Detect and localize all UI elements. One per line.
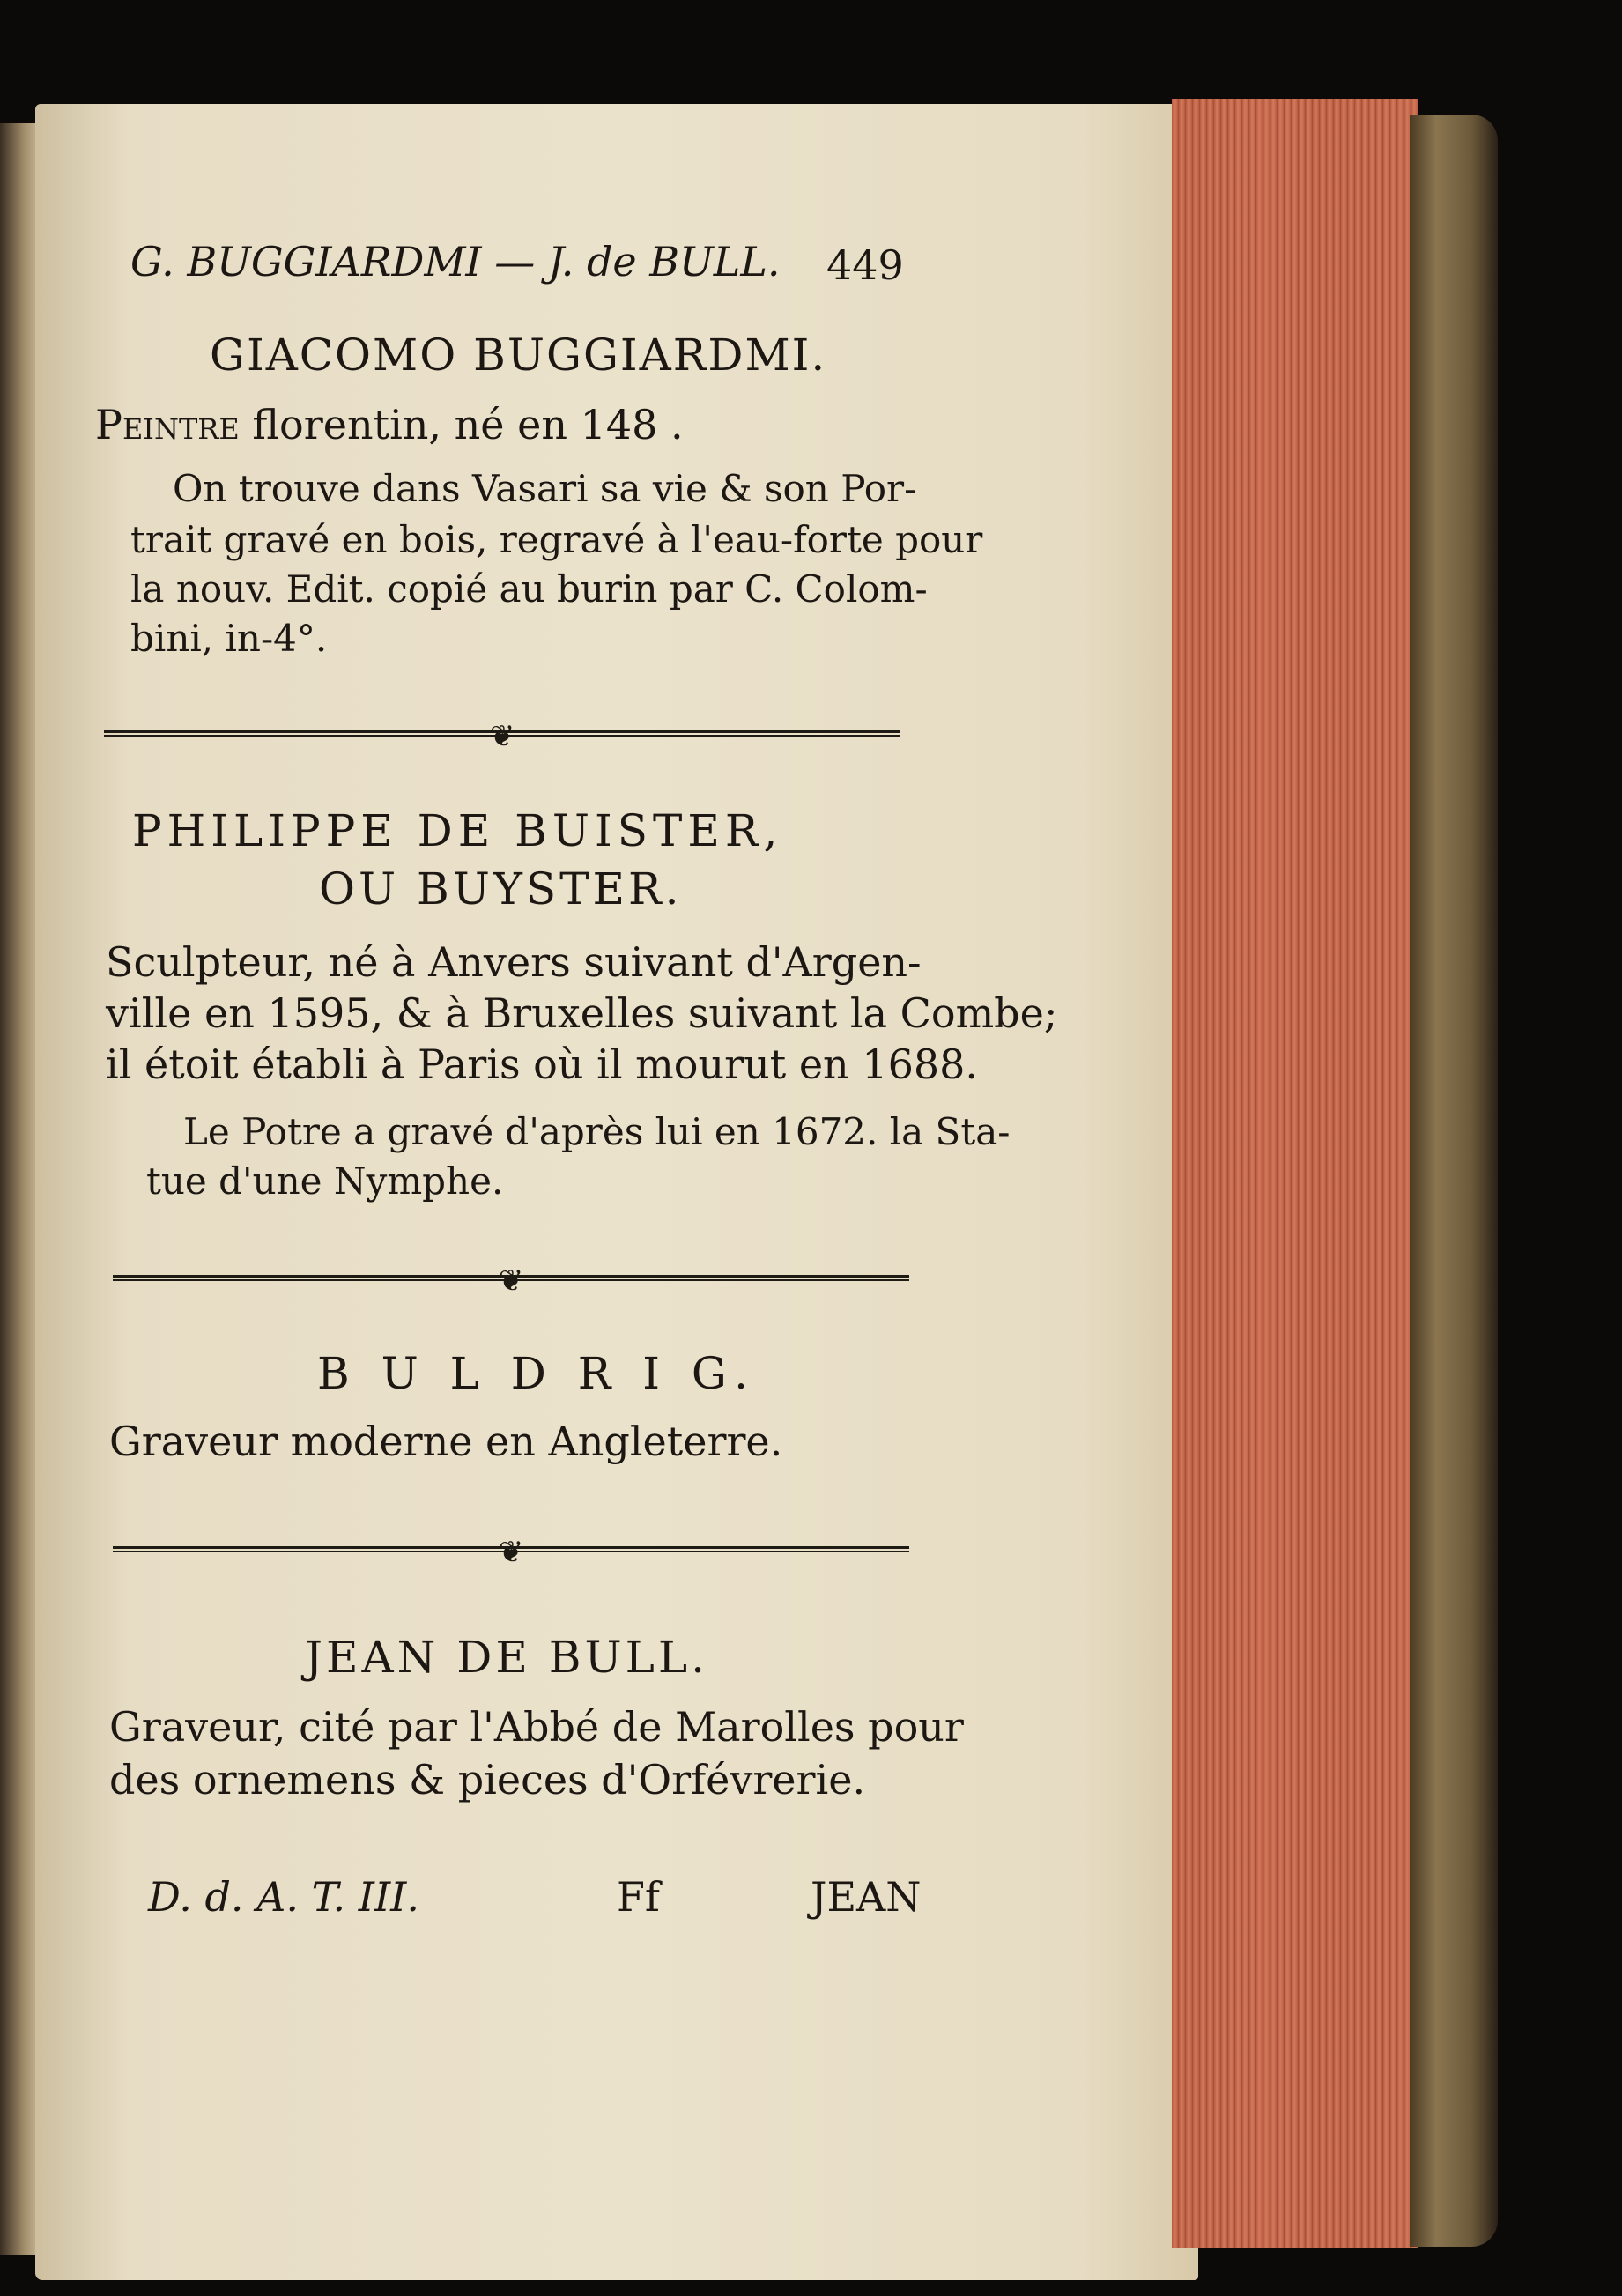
description-line: Sculpteur, né à Anvers suivant d'Argen-: [106, 938, 922, 986]
entry-title: PHILIPPE DE BUISTER,: [132, 805, 783, 856]
note-line: On trouve dans Vasari sa vie & son Por-: [173, 467, 917, 510]
ornamental-rule: [113, 1263, 909, 1299]
entry-title: B U L D R I G.: [317, 1348, 757, 1399]
signature-mark: D. d. A. T. III.: [148, 1873, 419, 1921]
page-number: 449: [826, 241, 904, 289]
entry-title: GIACOMO BUGGIARDMI.: [210, 330, 827, 381]
note-line: Le Potre a gravé d'après lui en 1672. la Sta-: [183, 1110, 1011, 1153]
entry-description: Graveur moderne en Angleterre.: [109, 1418, 783, 1465]
description-line: Graveur, cité par l'Abbé de Marolles pour: [109, 1703, 964, 1751]
ornamental-rule: [113, 1535, 909, 1570]
entry-title-continued: OU BUYSTER.: [319, 863, 683, 915]
catchword: JEAN: [811, 1873, 922, 1921]
note-line: tue d'une Nymphe.: [146, 1159, 504, 1203]
description-line: des ornemens & pieces d'Orfévrerie.: [109, 1756, 866, 1803]
description-line: ville en 1595, & à Bruxelles suivant la Combe;: [106, 989, 1058, 1037]
description-text: florentin, né en 148 .: [239, 401, 684, 448]
entry-title: JEAN DE BULL.: [305, 1632, 708, 1683]
fleuron-icon: ❦: [498, 1535, 524, 1570]
fleuron-icon: ❦: [489, 719, 515, 754]
note-line: la nouv. Edit. copié au burin par C. Colom-: [130, 567, 928, 611]
description-line: il étoit établi à Paris où il mourut en 1688.: [106, 1041, 978, 1088]
sheet-mark: Ff: [617, 1873, 660, 1921]
entry-description: [95, 402, 684, 448]
note-line: trait gravé en bois, regravé à l'eau-forte pour: [130, 518, 983, 561]
ornamental-rule: [104, 719, 900, 754]
running-head: G. BUGGIARDMI — J. de BULL.: [130, 238, 781, 285]
description-lead: Peintre: [95, 401, 240, 448]
fleuron-icon: ❦: [498, 1263, 524, 1299]
note-line: bini, in-4°.: [130, 617, 328, 660]
